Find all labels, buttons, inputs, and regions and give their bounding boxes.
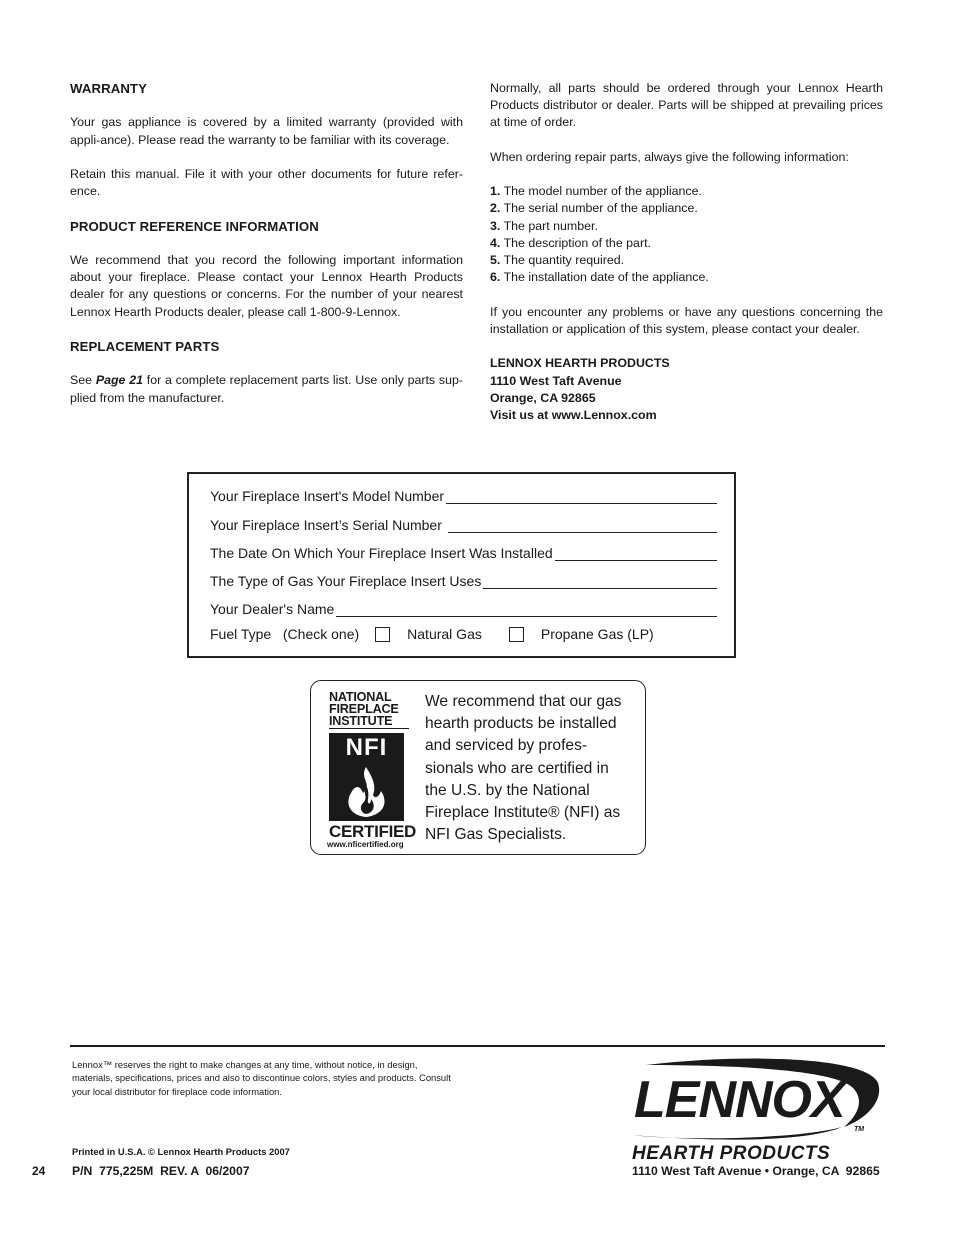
nfi-recommendation-text: We recommend that our gas hearth products be installed and serviced by profes- sionals who are certified in the U.S. by the National Fireplace Institute® (NFI) as NFI Gas Specialists. — [425, 693, 622, 844]
part-number: P/N 775,225M REV. A 06/2007 — [72, 1164, 250, 1178]
footer-address: 1110 West Taft Avenue • Orange, CA 92865 — [632, 1164, 880, 1178]
website-link[interactable]: Visit us at www.Lennox.com — [490, 408, 657, 423]
nfi-title: NATIONAL FIREPLACE INSTITUTE — [329, 691, 409, 729]
nfi-flame-emblem — [329, 733, 404, 821]
serial-number-field[interactable] — [448, 518, 717, 533]
footer-disclaimer: Lennox™ reserves the right to make changes at any time, without notice, in design, materials, specifications, prices and also to discontinue colors, styles and products. Consult your local distributor for fireplace code information. — [72, 1059, 451, 1097]
lennox-address-block — [490, 355, 883, 425]
record-form — [187, 472, 736, 658]
retain-paragraph: Retain this manual. File it with your other documents for future refer-ence. — [70, 166, 463, 199]
nfi-certification-box — [310, 680, 646, 855]
product-reference-paragraph: We recommend that you record the following important information about your fireplace. Please contact your Lennox Hearth Products dealer for any questions or concerns. For the number of your nearest Lennox Hearth Products dealer, please call 1-800-9-Lennox. — [70, 252, 463, 319]
page-reference-link[interactable]: Page 21 — [95, 373, 143, 388]
propane-gas-label: Propane Gas (LP) — [540, 626, 654, 642]
nfi-certified-label: CERTIFIED — [329, 822, 417, 841]
gas-type-label: The Type of Gas Your Fireplace Insert Uses — [210, 573, 482, 589]
ordering-paragraph: Normally, all parts should be ordered through your Lennox Hearth Products distributor or dealer. Parts will be shipped at prevailing prices at time of order. — [490, 81, 883, 130]
list-item: 4. The description of the part. — [490, 235, 651, 250]
flame-icon — [329, 763, 404, 821]
warranty-paragraph: Your gas appliance is covered by a limited warranty (provided with appli-ance). Please read the warranty to be familiar with its coverage. — [70, 115, 463, 147]
printed-notice: Printed in U.S.A. © Lennox Hearth Products 2007 — [72, 1146, 290, 1157]
ordering-info-intro: When ordering repair parts, always give the following information: — [490, 149, 849, 164]
propane-gas-checkbox[interactable] — [509, 627, 524, 642]
nfi-emblem-text: NFI — [345, 734, 388, 761]
install-date-field[interactable] — [555, 546, 717, 561]
list-item: 6. The installation date of the appliance. — [490, 270, 709, 285]
model-number-row[interactable] — [210, 484, 717, 504]
lennox-logo — [628, 1055, 884, 1165]
replacement-rest-text: for a complete replacement parts list. Use only parts sup-plied from the manufacturer. — [70, 373, 463, 405]
list-item: 1. The model number of the appliance. — [490, 184, 702, 199]
serial-number-row[interactable] — [210, 513, 717, 533]
list-item: 2. The serial number of the appliance. — [490, 201, 698, 216]
model-number-field[interactable] — [446, 489, 717, 504]
nfi-url: www.nficertified.org — [327, 840, 404, 849]
left-column — [70, 80, 463, 424]
list-item: 3. The part number. — [490, 218, 598, 233]
hearth-products-wordmark: HEARTH PRODUCTS — [632, 1143, 831, 1164]
contact-dealer-paragraph: If you encounter any problems or have any questions concerning the installation or application of this system, please contact your dealer. — [490, 304, 883, 336]
serial-number-label: Your Fireplace Insert’s Serial Number — [210, 517, 442, 533]
natural-gas-checkbox[interactable] — [375, 627, 390, 642]
model-number-label: Your Fireplace Insert's Model Number — [210, 488, 445, 504]
natural-gas-label: Natural Gas — [407, 626, 482, 642]
ordering-info-list — [490, 183, 883, 286]
fuel-type-label: Fuel Type (Check one) — [210, 626, 360, 642]
page-number: 24 — [32, 1164, 46, 1178]
address-line: Orange, CA 92865 — [490, 391, 596, 405]
dealer-name-row[interactable] — [210, 597, 717, 617]
list-item: 5. The quantity required. — [490, 253, 625, 267]
trademark-symbol: TM — [854, 1126, 865, 1133]
install-date-row[interactable] — [210, 541, 717, 561]
gas-type-field[interactable] — [483, 574, 717, 589]
product-reference-heading: PRODUCT REFERENCE INFORMATION — [70, 218, 319, 234]
dealer-name-label: Your Dealer's Name — [210, 601, 335, 617]
address-line: 1110 West Taft Avenue — [490, 373, 622, 388]
lennox-wordmark: LENNOX — [634, 1071, 845, 1129]
footer-divider — [70, 1045, 885, 1047]
fuel-type-row — [210, 626, 654, 642]
replacement-parts-heading: REPLACEMENT PARTS — [70, 338, 220, 354]
warranty-heading: WARRANTY — [70, 81, 147, 96]
install-date-label: The Date On Which Your Fireplace Insert Was Installed — [210, 545, 553, 561]
replacement-parts-paragraph — [70, 372, 463, 406]
dealer-name-field[interactable] — [336, 602, 717, 617]
see-text: See — [70, 373, 93, 388]
nfi-logo — [327, 690, 417, 849]
gas-type-row[interactable] — [210, 569, 717, 589]
address-line: LENNOX HEARTH PRODUCTS — [490, 356, 670, 371]
right-column — [490, 80, 883, 425]
